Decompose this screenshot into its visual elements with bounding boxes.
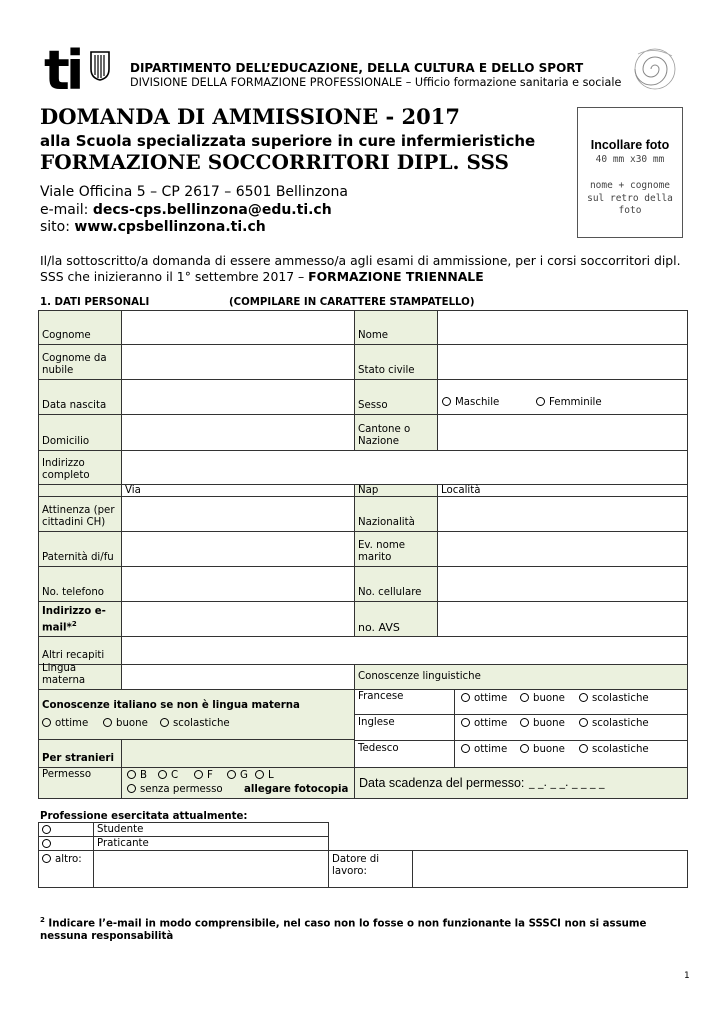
radio-circle-icon — [127, 770, 136, 779]
radio-maschile[interactable]: Maschile — [442, 397, 499, 409]
radio-permit-c[interactable]: C — [158, 770, 178, 782]
site-link[interactable]: www.cpsbellinzona.ti.ch — [74, 219, 266, 235]
radio-circle-icon — [520, 744, 529, 753]
photo-note: nome + cognome sul retro della foto — [587, 180, 673, 216]
per-stranieri-spacer — [121, 739, 355, 768]
scadenza-permesso[interactable] — [354, 767, 688, 799]
page-number: 1 — [684, 971, 690, 981]
radio-tedesco-scolastiche[interactable]: scolastiche — [579, 744, 649, 756]
radio-italiano-scolastiche[interactable]: scolastiche — [160, 718, 230, 730]
address-street: Viale Officina 5 – CP 2617 – 6501 Bellinzona — [40, 184, 348, 200]
tedesco-options — [454, 740, 688, 768]
section-title: 1. DATI PERSONALI — [40, 297, 150, 308]
radio-circle-icon — [461, 693, 470, 702]
label-per-stranieri: Per stranieri — [38, 739, 122, 768]
radio-circle-icon — [160, 718, 169, 727]
radio-francese-buone[interactable]: buone — [520, 693, 565, 705]
radio-permit-b[interactable]: B — [127, 770, 147, 782]
photo-size: 40 mm x30 mm — [595, 154, 665, 165]
address-site — [40, 219, 266, 235]
radio-circle-icon — [158, 770, 167, 779]
footnote-marker: 2 — [40, 916, 45, 924]
radio-permit-l[interactable]: L — [255, 770, 274, 782]
label-domicilio: Domicilio — [38, 414, 122, 451]
label-cognome: Cognome — [38, 310, 122, 345]
input-cantone[interactable] — [437, 414, 688, 451]
input-altri-recapiti[interactable] — [121, 636, 688, 665]
school-subtitle: alla Scuola specializzata superiore in cure infermieristiche — [40, 132, 536, 150]
section-hint: (COMPILARE IN CARATTERE STAMPATELLO) — [229, 297, 475, 308]
checkbox-praticante[interactable] — [38, 836, 94, 851]
spiral-ornament-icon — [630, 46, 680, 92]
radio-circle-icon — [42, 825, 51, 834]
label-paternita: Paternità di/fu — [38, 531, 122, 567]
francese-options — [454, 689, 688, 715]
radio-circle-icon — [42, 839, 51, 848]
label-nap: Nap — [354, 484, 438, 497]
input-data-nascita[interactable] — [121, 379, 355, 415]
shield-icon — [90, 51, 110, 81]
italiano-block — [38, 689, 355, 740]
label-praticante: Praticante — [93, 836, 329, 851]
radio-francese-ottime[interactable]: ottime — [461, 693, 507, 705]
label-attinenza: Attinenza (per cittadini CH) — [38, 496, 122, 532]
radio-tedesco-buone[interactable]: buone — [520, 744, 565, 756]
email-label: e-mail: — [40, 202, 93, 218]
input-paternita[interactable] — [121, 531, 355, 567]
program-title: FORMAZIONE SOCCORRITORI DIPL. SSS — [40, 150, 509, 174]
label-avs: no. AVS — [354, 601, 438, 637]
input-avs[interactable] — [437, 601, 688, 637]
intro-paragraph — [40, 253, 690, 285]
input-nazionalita[interactable] — [437, 496, 688, 532]
input-nome-marito[interactable] — [437, 531, 688, 567]
input-indirizzo[interactable] — [121, 450, 688, 485]
label-permesso: Permesso — [38, 767, 122, 799]
label-telefono: No. telefono — [38, 566, 122, 602]
radio-inglese-scolastiche[interactable]: scolastiche — [579, 718, 649, 730]
radio-circle-icon — [227, 770, 236, 779]
footnote-text: Indicare l’e-mail in modo comprensibile, nel caso non lo fosse o non funzionante la SSSCI non si assume nessuna responsabilità — [40, 918, 647, 943]
photo-box — [577, 107, 683, 238]
checkbox-altro[interactable]: altro: — [38, 850, 94, 888]
label-stato-civile: Stato civile — [354, 344, 438, 380]
sesso-options — [437, 379, 688, 415]
input-attinenza[interactable] — [121, 496, 355, 532]
permesso-options — [121, 767, 355, 799]
page-title: DOMANDA DI AMMISSIONE - 2017 — [40, 104, 460, 129]
radio-circle-icon — [536, 397, 545, 406]
radio-permit-g[interactable]: G — [227, 770, 248, 782]
label-scadenza: Data scadenza del permesso: — [359, 776, 525, 790]
input-altro[interactable] — [93, 850, 329, 888]
label-francese: Francese — [354, 689, 455, 715]
radio-permit-f[interactable]: F — [194, 770, 213, 782]
radio-circle-icon — [127, 784, 136, 793]
radio-circle-icon — [579, 744, 588, 753]
label-cellulare: No. cellulare — [354, 566, 438, 602]
intro-text: Il/la sottoscritto/a domanda di essere ammesso/a agli esami di ammissione, per i corsi soccorritori dipl. SSS che inizieranno il 1° settembre 2017 – — [40, 253, 681, 284]
radio-circle-icon — [461, 718, 470, 727]
input-cellulare[interactable] — [437, 566, 688, 602]
label-nome: Nome — [354, 310, 438, 345]
label-inglese: Inglese — [354, 714, 455, 741]
logo-text: ti — [44, 39, 81, 102]
label-altri-recapiti: Altri recapiti — [38, 636, 122, 665]
label-localita: Località — [437, 484, 688, 497]
input-stato-civile[interactable] — [437, 344, 688, 380]
radio-circle-icon — [42, 718, 51, 727]
department-title: DIPARTIMENTO DELL’EDUCAZIONE, DELLA CULTURA E DELLO SPORT — [130, 61, 584, 75]
label-email: Indirizzo e-mail*$^2$ — [38, 601, 122, 637]
radio-circle-icon — [461, 744, 470, 753]
input-email[interactable] — [121, 601, 355, 637]
photo-title: Incollare foto — [590, 138, 670, 152]
radio-circle-icon — [579, 693, 588, 702]
label-studente: Studente — [93, 822, 329, 837]
allegare-fotocopia: allegare fotocopia — [244, 784, 349, 795]
footnote — [40, 914, 680, 943]
label-via: Via — [121, 484, 355, 497]
label-nome-marito: Ev. nome marito — [354, 531, 438, 567]
input-cognome[interactable] — [121, 310, 355, 345]
input-datore[interactable] — [412, 850, 688, 888]
scadenza-blank: _ _. _ _. _ _ _ _ — [529, 776, 605, 789]
profession-title: Professione esercitata attualmente: — [40, 811, 248, 822]
input-domicilio[interactable] — [121, 414, 355, 451]
label-nazionalita: Nazionalità — [354, 496, 438, 532]
input-lingua-materna[interactable] — [121, 664, 355, 690]
intro-bold: FORMAZIONE TRIENNALE — [308, 269, 484, 284]
radio-circle-icon — [194, 770, 203, 779]
ticino-logo — [44, 39, 116, 102]
email-link[interactable]: decs-cps.bellinzona@edu.ti.ch — [92, 202, 332, 218]
radio-circle-icon — [520, 693, 529, 702]
radio-francese-scolastiche[interactable]: scolastiche — [579, 693, 649, 705]
checkbox-studente[interactable] — [38, 822, 94, 837]
division-subtitle: DIVISIONE DELLA FORMAZIONE PROFESSIONALE – Ufficio formazione sanitaria e sociale — [130, 76, 622, 89]
label-tedesco: Tedesco — [354, 740, 455, 768]
address-email — [40, 202, 332, 218]
label-conoscenze-linguistiche: Conoscenze linguistiche — [354, 664, 688, 690]
label-cognome-nubile: Cognome da nubile — [38, 344, 122, 380]
radio-circle-icon — [103, 718, 112, 727]
radio-circle-icon — [520, 718, 529, 727]
input-telefono[interactable] — [121, 566, 355, 602]
radio-circle-icon — [42, 854, 51, 863]
radio-italiano-ottime[interactable]: ottime — [42, 718, 88, 730]
radio-femminile[interactable]: Femminile — [536, 397, 602, 409]
inglese-options — [454, 714, 688, 741]
radio-circle-icon — [579, 718, 588, 727]
label-data-nascita: Data nascita — [38, 379, 122, 415]
label-cantone: Cantone o Nazione — [354, 414, 438, 451]
radio-senza-permesso[interactable]: senza permesso — [127, 784, 223, 796]
radio-circle-icon — [255, 770, 264, 779]
label-datore: Datore di lavoro: — [328, 850, 413, 888]
label-conoscenze-italiano: Conoscenze italiano se non è lingua materna — [42, 700, 300, 711]
input-nome[interactable] — [437, 310, 688, 345]
radio-italiano-buone[interactable]: buone — [103, 718, 148, 730]
site-label: sito: — [40, 219, 75, 235]
radio-circle-icon — [442, 397, 451, 406]
radio-inglese-ottime[interactable]: ottime — [461, 718, 507, 730]
radio-tedesco-ottime[interactable]: ottime — [461, 744, 507, 756]
radio-inglese-buone[interactable]: buone — [520, 718, 565, 730]
input-cognome-nubile[interactable] — [121, 344, 355, 380]
label-indirizzo: Indirizzo completo — [38, 450, 122, 485]
label-sesso: Sesso — [354, 379, 438, 415]
label-lingua-materna: Lingua materna — [38, 664, 122, 690]
